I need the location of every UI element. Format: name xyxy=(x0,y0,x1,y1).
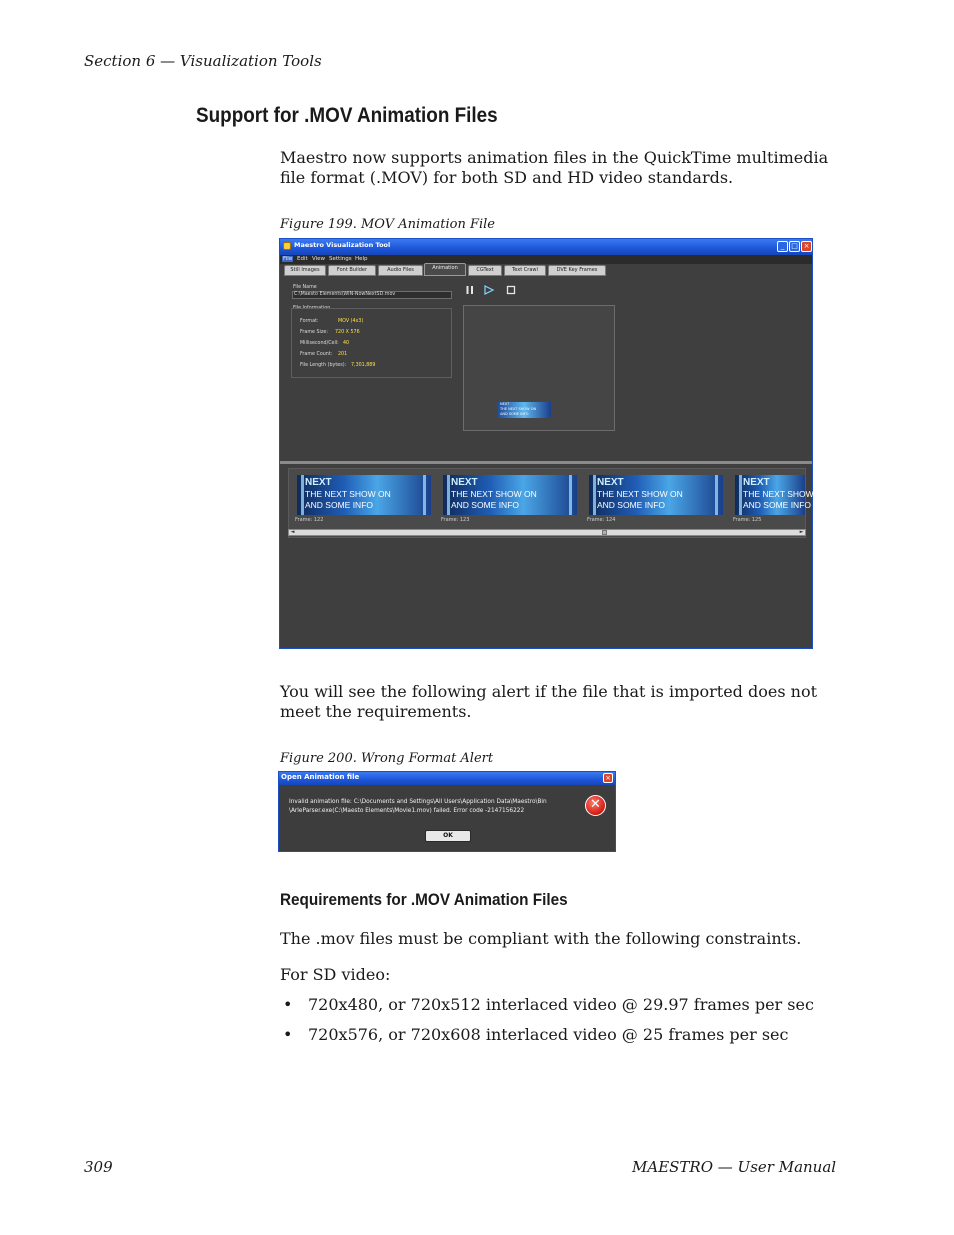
scroll-left-icon[interactable]: ◄ xyxy=(290,529,295,535)
alert-title-bar xyxy=(279,772,615,785)
bullet-text: 720x480, or 720x512 interlaced video @ 29.97 frames per sec xyxy=(308,995,814,1014)
constraints-paragraph: The .mov files must be compliant with the following constraints. xyxy=(280,929,802,948)
preview-line-1: THE NEXT SHOW ON xyxy=(500,407,537,411)
tab-cgtext[interactable]: CGText xyxy=(468,265,502,276)
frame-thumbnail[interactable] xyxy=(589,475,723,515)
tab-text-crawl[interactable]: Text Crawl xyxy=(504,265,546,276)
frame-line-1: THE NEXT SHOW ON xyxy=(451,489,537,499)
app-icon xyxy=(283,242,291,250)
alert-paragraph: You will see the following alert if the file that is imported does not meet the requirements. xyxy=(280,682,818,721)
frame-next: NEXT xyxy=(597,477,624,488)
ok-button[interactable]: OK xyxy=(425,830,471,842)
tab-audio-files[interactable]: Audio Files xyxy=(378,265,423,276)
frame-scrollbar[interactable] xyxy=(288,529,806,536)
frame-next: NEXT xyxy=(743,477,770,488)
frame-thumbnail[interactable] xyxy=(297,475,431,515)
frame-label: Frame: 124 xyxy=(587,517,616,523)
frame-count-value: 201 xyxy=(338,352,348,357)
frame-next: NEXT xyxy=(451,477,478,488)
frame-size-value: 720 X 576 xyxy=(335,330,360,335)
ms-cell-value: 40 xyxy=(343,341,350,346)
ms-cell-label: Millisecond/Cell: xyxy=(300,341,339,346)
minimize-icon[interactable]: _ xyxy=(777,241,788,252)
title-bar xyxy=(280,239,812,255)
page-number: 309 xyxy=(84,1158,113,1176)
maximize-icon[interactable]: □ xyxy=(789,241,800,252)
footer-manual-title: MAESTRO — User Manual xyxy=(632,1158,837,1176)
alert-title: Open Animation file xyxy=(281,773,360,781)
frame-line-2: AND SOME INFO xyxy=(597,500,666,510)
format-value: MOV (4x3) xyxy=(338,319,364,324)
preview-next: NEXT xyxy=(500,402,510,406)
splitter-bar[interactable] xyxy=(280,461,812,464)
bullet-glyph: • xyxy=(283,995,293,1014)
animation-preview xyxy=(463,305,615,431)
menu-settings[interactable]: Settings xyxy=(329,256,352,262)
bullet-text: 720x576, or 720x608 interlaced video @ 25 frames per sec xyxy=(308,1025,789,1044)
scroll-right-icon[interactable]: ► xyxy=(799,529,804,535)
menu-help[interactable]: Help xyxy=(355,256,368,262)
frame-line-2: AND SOME INFO xyxy=(743,500,812,510)
menu-view[interactable]: View xyxy=(312,256,326,262)
menu-edit[interactable]: Edit xyxy=(297,256,308,262)
intro-paragraph: Maestro now supports animation files in the QuickTime multimedia file format (.MOV) for both SD and HD video standards. xyxy=(280,148,829,187)
frame-strip xyxy=(288,468,814,538)
frame-thumbnail[interactable] xyxy=(735,475,814,515)
preview-thumbnail xyxy=(497,402,551,418)
visualization-tool-window xyxy=(279,238,813,649)
scroll-thumb[interactable] xyxy=(602,530,607,535)
file-length-value: 7,301,889 xyxy=(351,363,376,368)
section-title: Support for .MOV Animation Files xyxy=(196,104,498,127)
running-header: Section 6 — Visualization Tools xyxy=(84,52,322,70)
bullet-glyph: • xyxy=(283,1025,293,1044)
close-icon[interactable]: × xyxy=(801,241,812,252)
requirements-title: Requirements for .MOV Animation Files xyxy=(280,890,568,909)
frame-line-1: THE NEXT SHOW xyxy=(743,489,814,499)
wrong-format-alert xyxy=(278,771,616,852)
frame-line-1: THE NEXT SHOW ON xyxy=(305,489,391,499)
stop-icon[interactable] xyxy=(506,285,516,295)
frame-size-label: Frame Size: xyxy=(300,330,328,335)
frame-thumbnail[interactable] xyxy=(443,475,577,515)
close-icon[interactable]: × xyxy=(603,773,613,783)
frame-label: Frame: 122 xyxy=(295,517,324,523)
tab-font-builder[interactable]: Font Builder xyxy=(328,265,376,276)
menu-file[interactable]: File xyxy=(283,256,293,262)
frame-line-2: AND SOME INFO xyxy=(305,500,374,510)
error-icon: ✕ xyxy=(585,795,606,816)
file-info-label: File Information xyxy=(293,306,331,311)
figure-199-caption: Figure 199. MOV Animation File xyxy=(280,217,495,232)
frame-label: Frame: 123 xyxy=(441,517,470,523)
frame-line-2: AND SOME INFO xyxy=(451,500,520,510)
frame-line-1: THE NEXT SHOW ON xyxy=(597,489,683,499)
pause-icon[interactable] xyxy=(465,285,475,295)
file-length-label: File Length (bytes): xyxy=(300,363,347,368)
alert-message: Invalid animation file: C:\Documents and Settings\All Users\Application Data\Maestro\Bin \ArleParser.exe(C:\Maesto Elements\Movie1.mov) failed. Error code -2147156222 xyxy=(289,799,547,814)
sd-label: For SD video: xyxy=(280,965,391,984)
file-name-label: File Name xyxy=(293,285,317,290)
play-icon[interactable] xyxy=(484,285,494,295)
tab-still-images[interactable]: Still Images xyxy=(284,265,326,276)
frame-next: NEXT xyxy=(305,477,332,488)
frame-count-label: Frame Count: xyxy=(300,352,333,357)
window-title: Maestro Visualization Tool xyxy=(294,241,391,249)
file-path-value: C:\Maesto Elements\WIN-NowNextSD.mov xyxy=(294,292,396,297)
menu-bar xyxy=(280,255,812,264)
figure-200-caption: Figure 200. Wrong Format Alert xyxy=(280,751,494,766)
tab-dve-key-frames[interactable]: DVE Key Frames xyxy=(548,265,606,276)
tab-animation[interactable]: Animation xyxy=(424,263,466,276)
format-label: Format: xyxy=(300,319,319,324)
preview-line-2: AND SOME INFO xyxy=(500,412,529,416)
frame-label: Frame: 125 xyxy=(733,517,762,523)
